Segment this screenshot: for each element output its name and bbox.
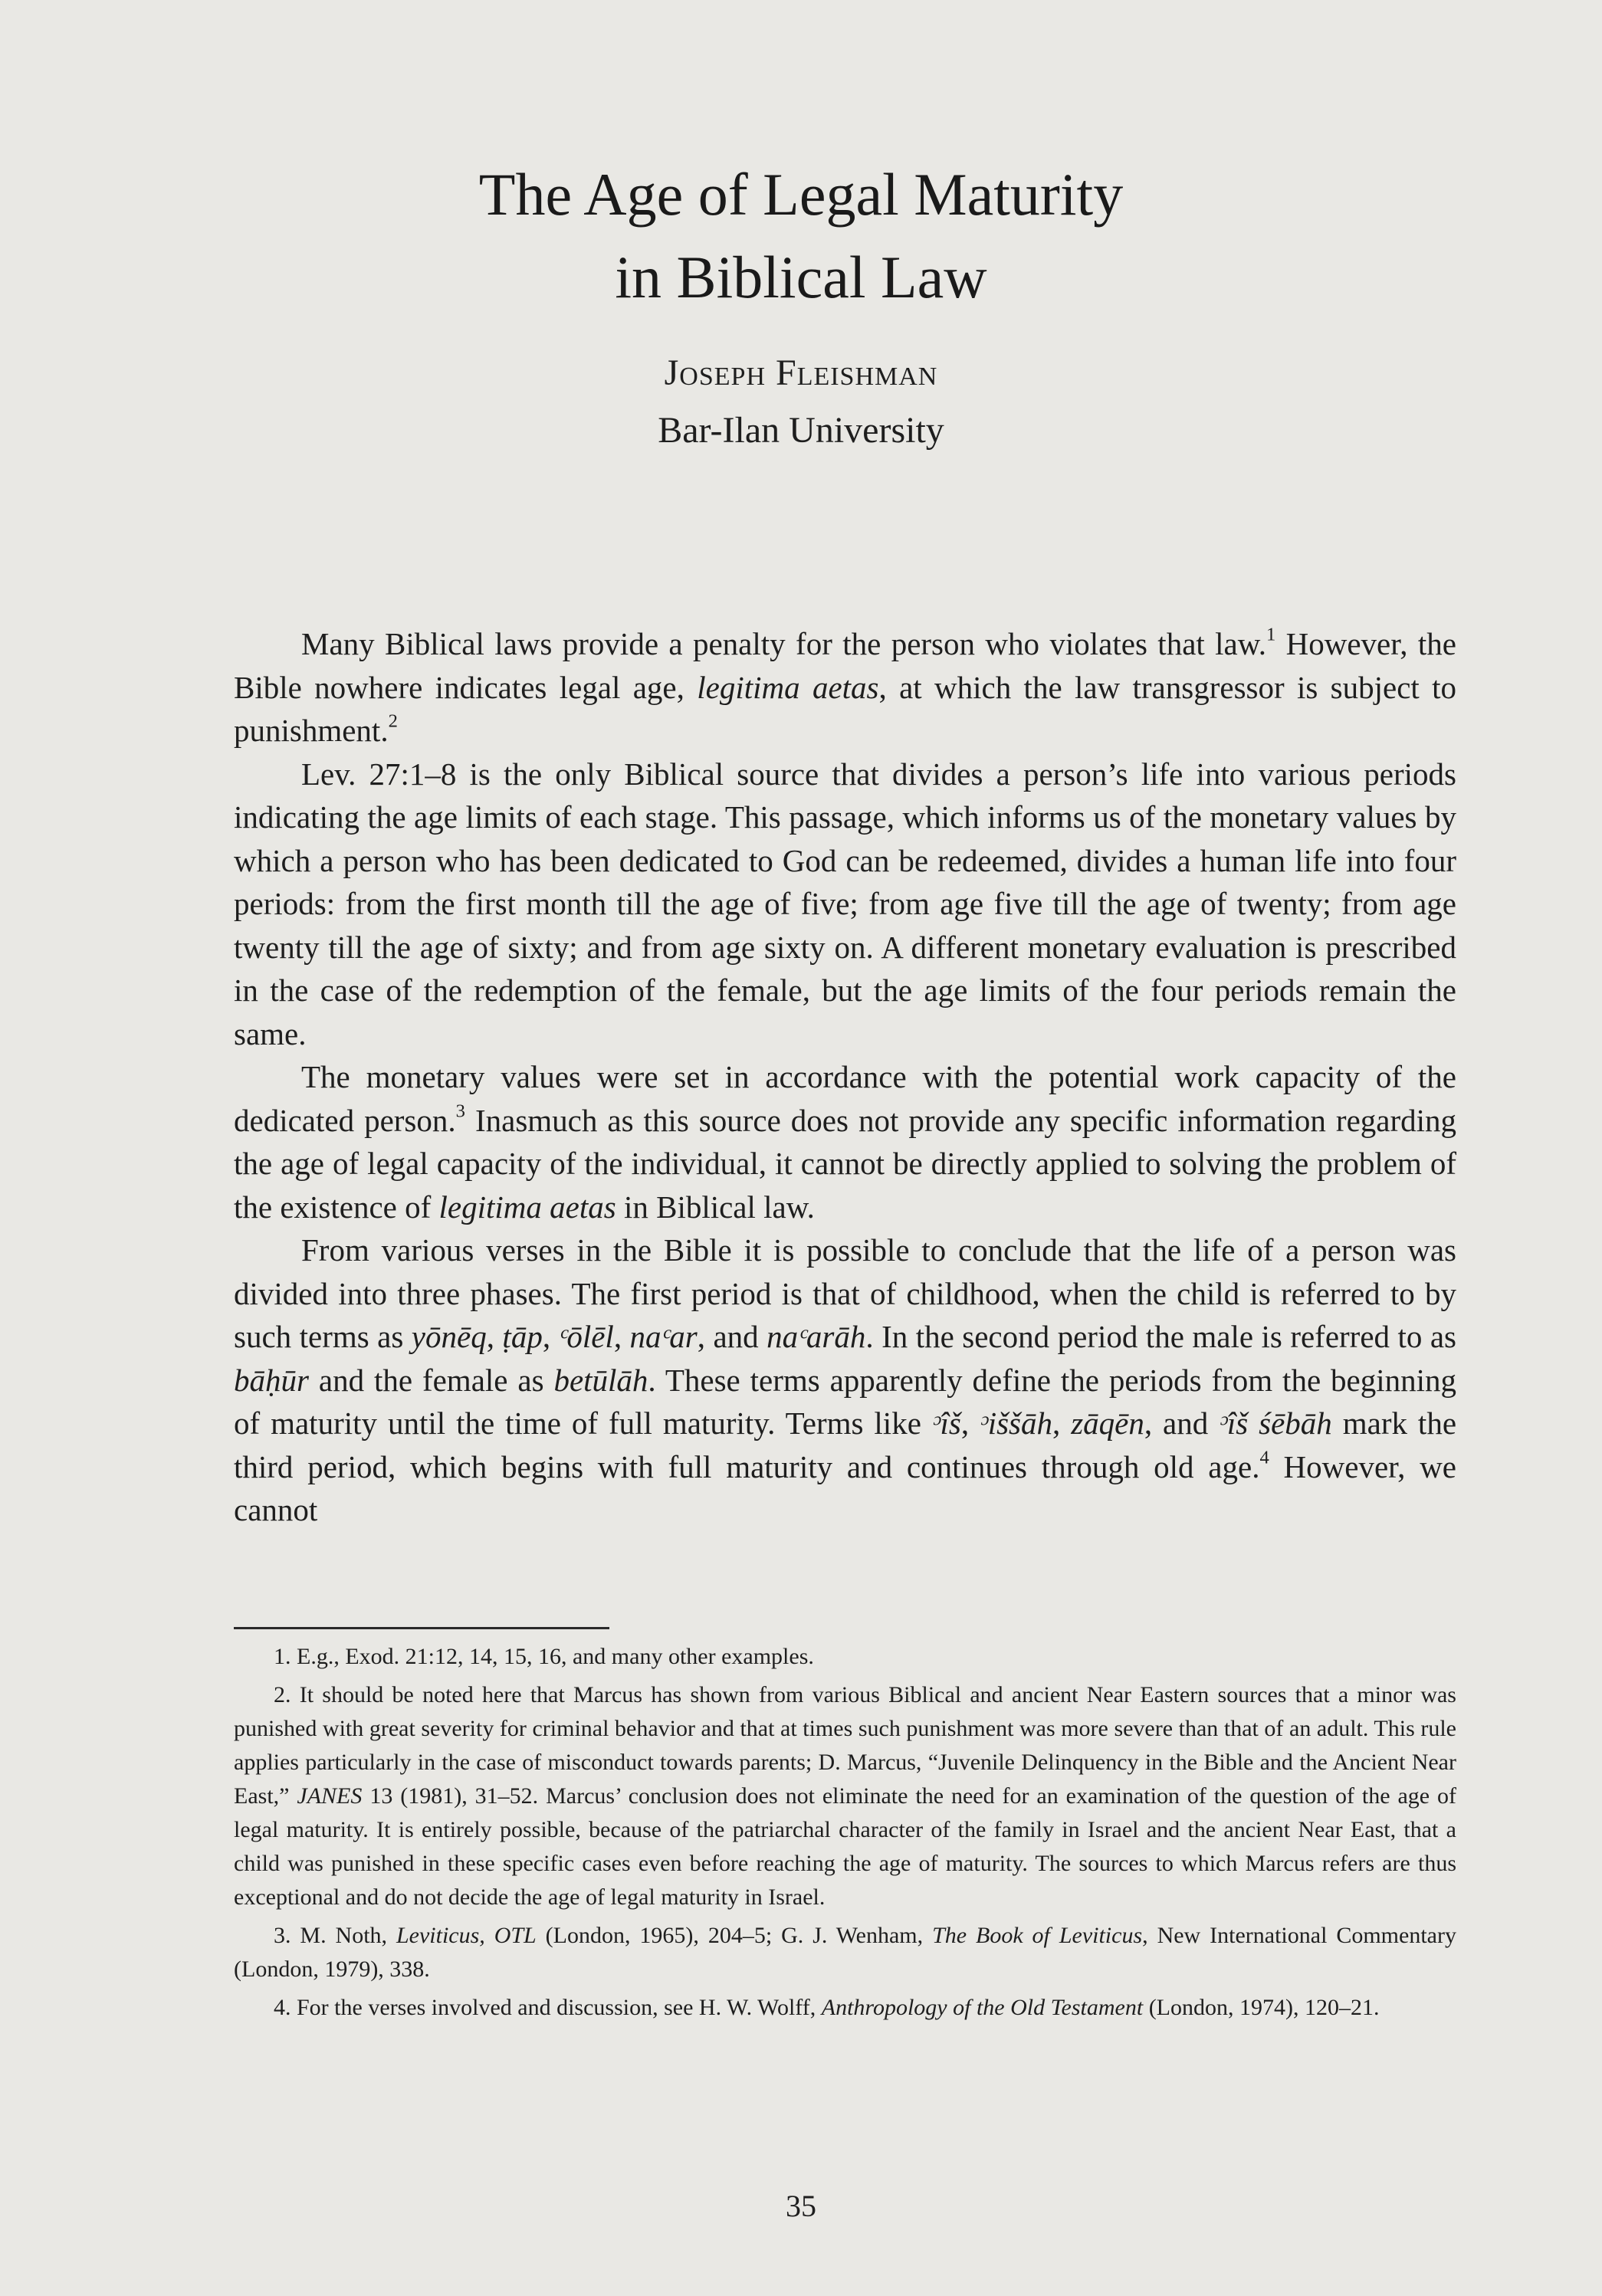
paragraph-1: Many Biblical laws provide a penalty for the person who violates that law.$^1$ However, the Bible nowhere indicates legal age, legitima aetas, at which the law transgressor is subject to punishment.$^2$: [234, 624, 1457, 748]
footnote-1: 1. E.g., Exod. 21:12, 14, 15, 16, and many other examples.: [274, 1644, 814, 1669]
article-title: [0, 153, 1602, 319]
footnote-ref-4: 4: [1259, 1447, 1269, 1468]
footnote-ref-2: 2: [388, 710, 398, 732]
paragraph-3: The monetary values were set in accordance with the potential work capacity of the dedicated person.$^3$ Inasmuch as this source does not provide any specific information regarding the age of legal capacity of the individual, it cannot be directly applied to solving the problem of the existence of legitima aetas in Biblical law.: [234, 1059, 1457, 1225]
title-line-1: The Age of Legal Maturity: [478, 161, 1124, 228]
footnote-ref-1: 1: [1266, 624, 1276, 645]
footnote-4: 4. For the verses involved and discussion, see H. W. Wolff, Anthropology of the Old Testament (London, 1974), 120–21.: [274, 1995, 1380, 2020]
footnote-3: 3. M. Noth, Leviticus, OTL (London, 1965), 204–5; G. J. Wenham, The Book of Leviticus, New International Commentary (London, 1979), 338.: [234, 1923, 1456, 1982]
footnote-ref-3: 3: [455, 1100, 465, 1122]
footnote-2: 2. It should be noted here that Marcus has shown from various Biblical and ancient Near Eastern sources that a minor was punished with great severity for criminal behavior and that at times such punishment was more severe than that of an adult. This rule applies particularly in the case of misconduct towards parents; D. Marcus, “Juvenile Delinquency in the Bible and the Ancient Near East,” JANES 13 (1981), 31–52. Marcus’ conclusion does not eliminate the need for an examination of the question of the age of legal maturity. It is entirely possible, because of the patriarchal character of the family in Israel and the ancient Near East, that a child was punished in these specific cases even before reaching the age of maturity. The sources to which Marcus refers are thus exceptional and do not decide the age of legal maturity in Israel.: [234, 1682, 1457, 1910]
article-body: [234, 622, 1456, 1532]
paragraph-2: Lev. 27:1–8 is the only Biblical source that divides a person’s life into various periods indicating the age limits of each stage. This passage, which informs us of the monetary values by which a person who has been dedicated to God can be redeemed, divides a human life into four periods: from the first month till the age of five; from age five till the age of twenty; from age twenty till the age of sixty; and from age sixty on. A different monetary evaluation is prescribed in the case of the redemption of the female, but the age limits of the four periods remain the same.: [234, 756, 1456, 1051]
paragraph-4: From various verses in the Bible it is possible to conclude that the life of a person was divided into three phases. The first period is that of childhood, when the child is referred to by such terms as yōnēq, ṭāp, ᶜōlēl, naᶜar, and naᶜarāh. In the second period the male is referred to as bāḥūr and the female as betūlāh. These terms apparently define the periods from the beginning of maturity until the time of full maturity. Terms like ᵓîš, ᵓiššāh, zāqēn, and ᵓîš śēbāh mark the third period, which begins with full maturity and continues through old age.$^4$ However, we cannot: [234, 1232, 1457, 1527]
page-number: 35: [786, 2189, 816, 2223]
title-line-2: in Biblical Law: [615, 244, 987, 310]
footnote-divider: [234, 1627, 609, 1629]
author-affiliation: Bar-Ilan University: [658, 410, 944, 451]
author-name: Joseph Fleishman: [664, 353, 938, 393]
footnotes: [234, 1640, 1456, 2029]
